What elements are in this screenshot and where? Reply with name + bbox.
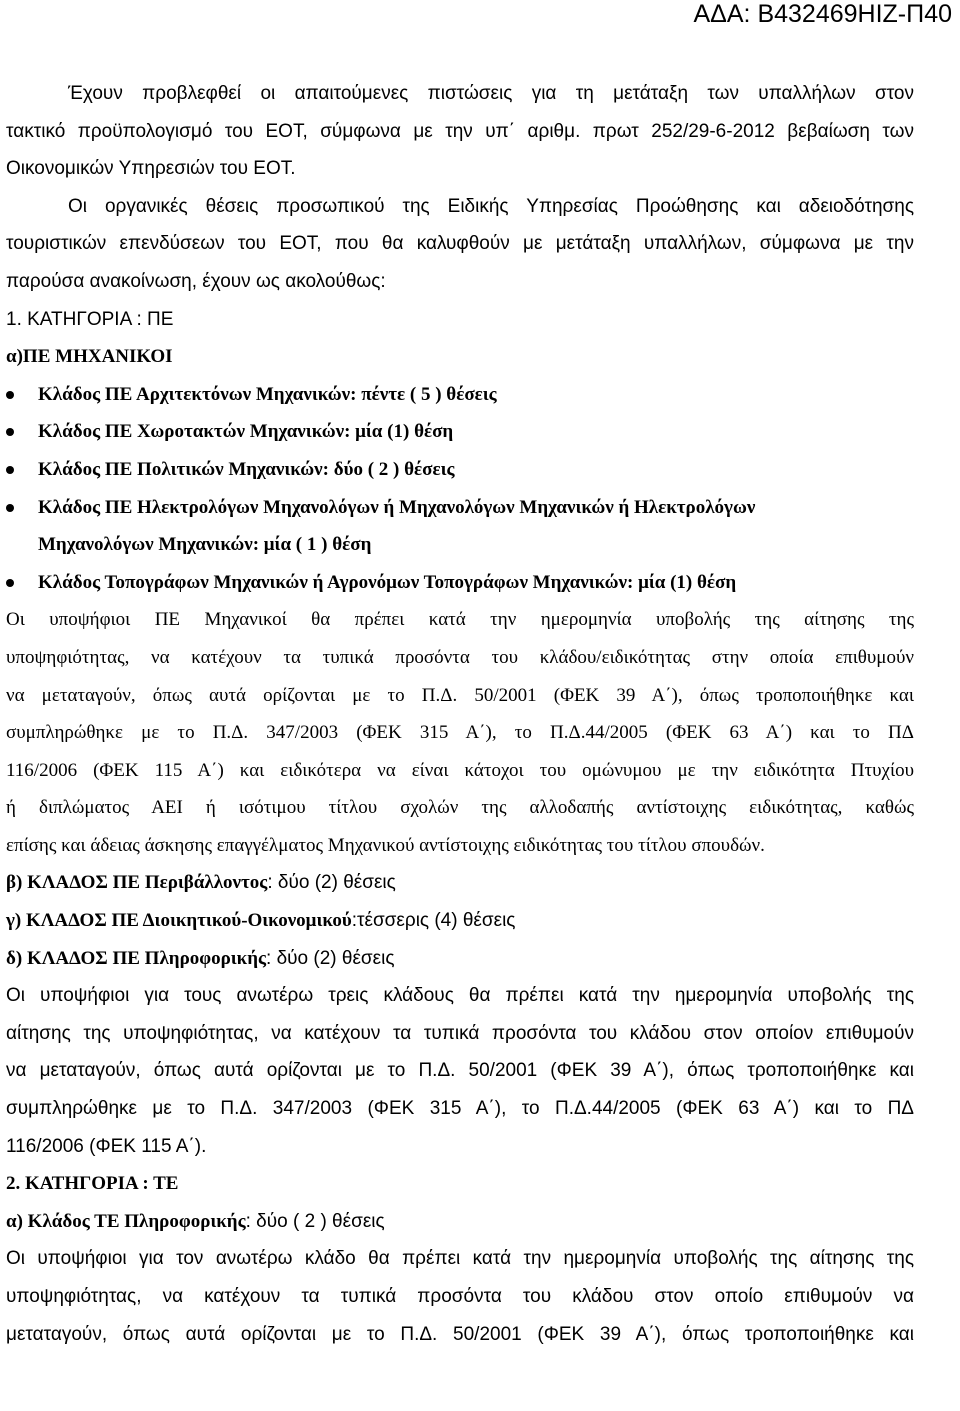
bullet-icon (6, 428, 14, 436)
p3-line-5: 116/2006 (ΦΕΚ 115 Α΄) και ειδικότερα να είναι κάτοχοι του ομώνυμου με την ειδικότητα Πτυχίου (6, 759, 914, 781)
document-body (6, 75, 914, 1353)
p4-line-5: 116/2006 (ΦΕΚ 115 Α΄). (6, 1135, 207, 1157)
p3-line-6: ή διπλώματος ΑΕΙ ή ισότιμου τίτλου σχολών της αλλοδαπής αντίστοιχης ειδικότητας, καθώς (6, 797, 914, 819)
bullet-icon (6, 391, 14, 399)
p3-line-4: συμπληρώθηκε με το Π.Δ. 347/2003 (ΦΕΚ 315 Α΄), το Π.Δ.44/2005 (ΦΕΚ 63 Α΄) και το ΠΔ (6, 722, 914, 744)
subcategory-g: γ) ΚΛΑΔΟΣ ΠΕ Διοικητικού-Οικονομικού:τέσσερις (4) θέσεις (6, 910, 516, 932)
p4-line-2: αίτησης της υποψηφιότητας, να κατέχουν τα τυπικά προσόντα του κλάδου στον οποίον επιθυμούν (6, 1022, 914, 1044)
p5-line-1: Οι υποψήφιοι για τον ανωτέρω κλάδο θα πρέπει κατά την ημερομηνία υποβολής της αίτησης της (6, 1248, 914, 1270)
bullet-icon (6, 504, 14, 512)
bullet-item: Κλάδος Τοπογράφων Μηχανικών ή Αγρονόμων Τοπογράφων Μηχανικών: μία (1) θέση (6, 564, 914, 602)
p1-line-1: Έχουν προβλεφθεί οι απαιτούμενες πιστώσεις για τη μετάταξη των υπαλλήλων στον (68, 83, 914, 104)
p2-line-1: Οι οργανικές θέσεις προσωπικού της Ειδικής Υπηρεσίας Προώθησης και αδειοδότησης (68, 195, 914, 217)
bullet-item: Κλάδος ΠΕ Χωροτακτών Μηχανικών: μία (1) θέση (6, 413, 914, 451)
subcategory-b: β) ΚΛΑΔΟΣ ΠΕ Περιβάλλοντος: δύο (2) θέσεις (6, 872, 396, 894)
category-1-subtitle: α)ΠΕ ΜΗΧΑΝΙΚΟΙ (6, 346, 173, 368)
bullet-item: Κλάδος ΠΕ Αρχιτεκτόνων Μηχανικών: πέντε ( 5 ) θέσεις (6, 376, 914, 414)
p3-line-2: υποψηφιότητας, να κατέχουν τα τυπικά προσόντα του κλάδου/ειδικότητας στην οποία επιθυμούν (6, 646, 914, 668)
category-1-title: 1. ΚΑΤΗΓΟΡΙΑ : ΠΕ (6, 308, 174, 330)
subcategory-a2: α) Κλάδος ΤΕ Πληροφορικής: δύο ( 2 ) θέσεις (6, 1210, 385, 1232)
p5-line-2: υποψηφιότητας, να κατέχουν τα τυπικά προσόντα του κλάδου στον οποίο επιθυμούν να (6, 1286, 914, 1307)
p3-line-3: να μεταταγούν, όπως αυτά ορίζονται με το Π.Δ. 50/2001 (ΦΕΚ 39 Α΄), όπως τροποποιήθηκε και (6, 684, 914, 706)
p4-line-3: να μεταταγούν, όπως αυτά ορίζονται με το Π.Δ. 50/2001 (ΦΕΚ 39 Α΄), όπως τροποποιήθηκε και (6, 1060, 914, 1082)
bullet-icon (6, 466, 14, 474)
p1-line-3: Οικονομικών Υπηρεσιών του ΕΟΤ. (6, 158, 296, 180)
p2-line-3: παρούσα ανακοίνωση, έχουν ως ακολούθως: (6, 270, 386, 292)
bullet-icon (6, 579, 14, 587)
ada-header: ΑΔΑ: Β432469ΗΙΖ-Π40 (693, 0, 952, 28)
p3-line-1: Οι υποψήφιοι ΠΕ Μηχανικοί θα πρέπει κατά την ημερομηνία υποβολής της αίτησης της (6, 609, 914, 631)
bullet-item-continuation: Μηχανολόγων Μηχανικών: μία ( 1 ) θέση (38, 534, 372, 556)
bullet-item: Κλάδος ΠΕ Ηλεκτρολόγων Μηχανολόγων ή Μηχανολόγων Μηχανικών ή Ηλεκτρολόγων (6, 489, 914, 527)
p4-line-4: συμπληρώθηκε με το Π.Δ. 347/2003 (ΦΕΚ 315 Α΄), το Π.Δ.44/2005 (ΦΕΚ 63 Α΄) και το ΠΔ (6, 1098, 914, 1120)
p5-line-3: μεταταγούν, όπως αυτά ορίζονται με το Π.Δ. 50/2001 (ΦΕΚ 39 Α΄), όπως τροποποιήθηκε και (6, 1323, 914, 1345)
bullet-item: Κλάδος ΠΕ Πολιτικών Μηχανικών: δύο ( 2 ) θέσεις (6, 451, 914, 489)
subcategory-d: δ) ΚΛΑΔΟΣ ΠΕ Πληροφορικής: δύο (2) θέσεις (6, 947, 395, 969)
category-2-title: 2. ΚΑΤΗΓΟΡΙΑ : ΤΕ (6, 1173, 179, 1195)
p1-line-2: τακτικό προϋπολογισμό του ΕΟΤ, σύμφωνα με την υπ΄ αριθμ. πρωτ 252/29-6-2012 βεβαίωση των (6, 120, 914, 142)
p3-line-7: επίσης και άδειας άσκησης επαγγέλματος Μηχανικού αντίστοιχης ειδικότητας του τίτλου σπουδών. (6, 834, 765, 856)
p2-line-2: τουριστικών επενδύσεων του ΕΟΤ, που θα καλυφθούν με μετάταξη υπαλλήλων, σύμφωνα με την (6, 233, 914, 255)
p4-line-1: Οι υποψήφιοι για τους ανωτέρω τρεις κλάδους θα πρέπει κατά την ημερομηνία υποβολής της (6, 985, 914, 1007)
